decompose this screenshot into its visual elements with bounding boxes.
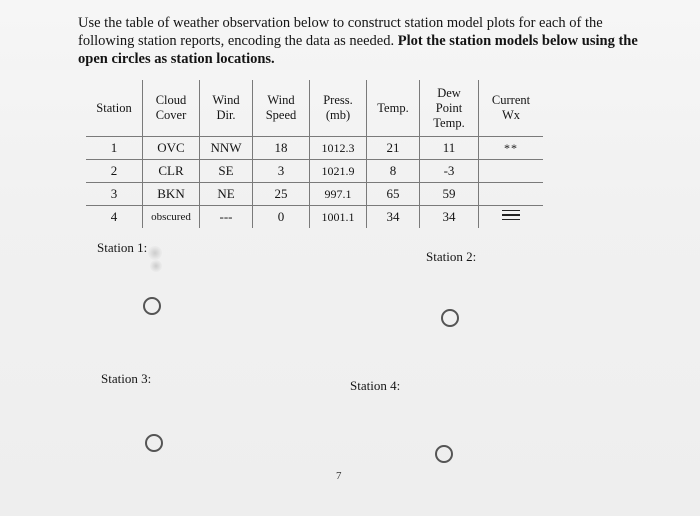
cell-dew: 11 xyxy=(420,137,479,160)
cell-wx xyxy=(479,206,544,229)
cell-dew: -3 xyxy=(420,160,479,183)
cell-wx xyxy=(479,160,544,183)
cell-speed: 18 xyxy=(253,137,310,160)
cell-temp: 8 xyxy=(367,160,420,183)
table-row xyxy=(86,206,543,229)
station-1-circle[interactable] xyxy=(143,297,161,315)
header-current-wx: Current Wx xyxy=(479,80,544,137)
station-3-circle[interactable] xyxy=(145,434,163,452)
cell-temp: 65 xyxy=(367,183,420,206)
cell-station: 2 xyxy=(86,160,143,183)
cell-station: 1 xyxy=(86,137,143,160)
cell-press: 1012.3 xyxy=(310,137,367,160)
fog-icon xyxy=(502,207,520,224)
instructions xyxy=(78,14,638,68)
header-wind-dir: Wind Dir. xyxy=(200,80,253,137)
station-2-label: Station 2: xyxy=(426,249,477,264)
instructions-text: Use the table of weather observation below to construct station model plots for each of the following station reports, encoding the data as needed. xyxy=(78,15,603,49)
cell-press: 1021.9 xyxy=(310,160,367,183)
cell-press: 1001.1 xyxy=(310,206,367,229)
cell-cloud: OVC xyxy=(143,137,200,160)
cell-temp: 21 xyxy=(367,137,420,160)
station-1-label: Station 1: xyxy=(97,240,148,255)
cell-speed: 3 xyxy=(253,160,310,183)
cell-temp: 34 xyxy=(367,206,420,229)
smudge-mark xyxy=(148,246,162,260)
table-row xyxy=(86,137,543,160)
header-dew-point: Dew Point Temp. xyxy=(420,80,479,137)
header-pressure: Press. (mb) xyxy=(310,80,367,137)
cell-speed: 0 xyxy=(253,206,310,229)
table-header-row xyxy=(86,80,543,137)
instructions-bold-text: Plot the station models below using the open circles as station locations. xyxy=(78,33,638,67)
cell-station: 3 xyxy=(86,183,143,206)
table-row xyxy=(86,160,543,183)
cell-press: 997.1 xyxy=(310,183,367,206)
cell-cloud: BKN xyxy=(143,183,200,206)
header-station: Station xyxy=(86,80,143,137)
station-2-circle[interactable] xyxy=(441,309,459,327)
station-4-label: Station 4: xyxy=(350,378,401,393)
cell-wx: ** xyxy=(479,137,544,160)
cell-dew: 34 xyxy=(420,206,479,229)
header-cloud-cover: Cloud Cover xyxy=(143,80,200,137)
cell-dir: NNW xyxy=(200,137,253,160)
cell-dir: SE xyxy=(200,160,253,183)
smudge-mark xyxy=(150,260,162,272)
cell-station: 4 xyxy=(86,206,143,229)
cell-speed: 25 xyxy=(253,183,310,206)
cell-dew: 59 xyxy=(420,183,479,206)
station-3-label: Station 3: xyxy=(101,371,152,386)
cell-cloud: obscured xyxy=(143,206,200,229)
cell-wx xyxy=(479,183,544,206)
weather-observation-table xyxy=(86,80,543,228)
page-number: 7 xyxy=(336,470,342,482)
header-wind-speed: Wind Speed xyxy=(253,80,310,137)
cell-cloud: CLR xyxy=(143,160,200,183)
station-4-circle[interactable] xyxy=(435,445,453,463)
cell-dir: NE xyxy=(200,183,253,206)
header-temp: Temp. xyxy=(367,80,420,137)
cell-dir: --- xyxy=(200,206,253,229)
table-row xyxy=(86,183,543,206)
